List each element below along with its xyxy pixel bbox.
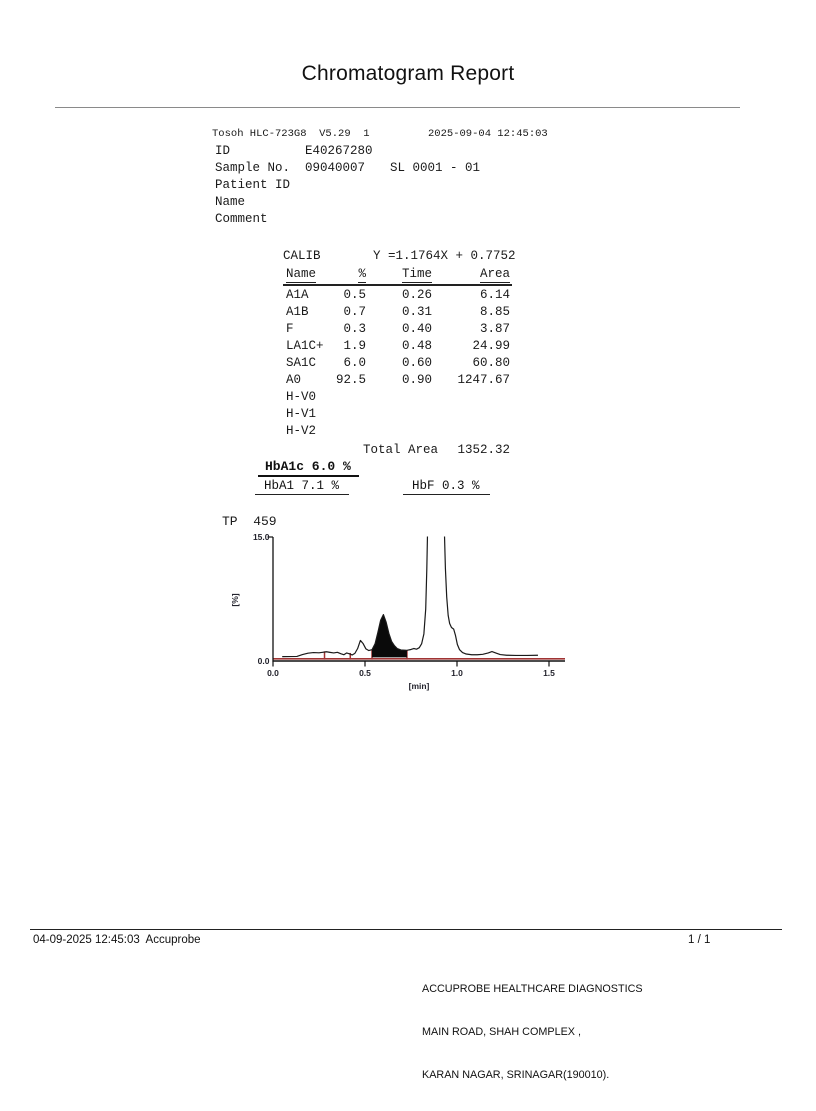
x-tick-label-1: 0.5 [359, 668, 371, 678]
cell-name: H-V0 [286, 390, 317, 404]
cell-time: 0.90 [401, 373, 432, 387]
field-label: ID [215, 144, 231, 158]
cell-pct: 0.7 [343, 305, 366, 319]
cell-name: SA1C [286, 356, 317, 370]
footer-datetime-source: 04-09-2025 12:45:03 Accuprobe [33, 934, 201, 946]
cell-time: 0.60 [401, 356, 432, 370]
total-area-value: 1352.32 [457, 443, 510, 457]
col-header-name: Name [286, 267, 317, 281]
field-label: Patient ID [215, 178, 291, 192]
chromatogram-tp-label: TP 459 [222, 514, 277, 529]
footer-address-line-2: MAIN ROAD, SHAH COMPLEX , [422, 1026, 581, 1039]
cell-time: 0.48 [401, 339, 432, 353]
footer-address-line-3: KARAN NAGAR, SRINAGAR(190010). [422, 1069, 610, 1082]
cell-name: H-V2 [286, 424, 317, 438]
result-hbf: HbF 0.3 % [403, 479, 490, 495]
cell-pct: 0.5 [343, 288, 366, 302]
chromatogram-plot [222, 528, 574, 696]
y-axis-max-label: 15.0 [252, 532, 270, 542]
total-area-label: Total Area [363, 443, 439, 457]
title-divider [55, 107, 740, 108]
calib-equation: Y =1.1764X + 0.7752 [373, 249, 516, 263]
footer-address-line-1: ACCUPROBE HEALTHCARE DIAGNOSTICS [422, 982, 643, 995]
cell-name: A0 [286, 373, 302, 387]
cell-name: A1A [286, 288, 309, 302]
cell-area: 60.80 [472, 356, 510, 370]
y-axis-min-label: 0.0 [257, 655, 270, 666]
table-header-rule [283, 284, 512, 286]
calib-label: CALIB [283, 249, 321, 263]
cell-time: 0.40 [401, 322, 432, 336]
cell-name: H-V1 [286, 407, 317, 421]
field-label: Sample No. [215, 161, 291, 175]
x-axis-unit-label: [min] [408, 681, 430, 691]
cell-name: LA1C+ [286, 339, 324, 353]
cell-pct: 92.5 [335, 373, 366, 387]
cell-area: 6.14 [479, 288, 510, 302]
x-tick-label-2: 1.0 [451, 668, 463, 678]
result-hba1c: HbA1c 6.0 % [258, 459, 359, 477]
cell-area: 24.99 [472, 339, 510, 353]
cell-area: 1247.67 [457, 373, 510, 387]
cell-pct: 6.0 [343, 356, 366, 370]
device-model: Tosoh HLC-723G8 V5.29 1 [212, 128, 370, 140]
field-value: E40267280 [305, 144, 373, 158]
cell-pct: 1.9 [343, 339, 366, 353]
col-header-pct: % [358, 267, 366, 281]
page-title: Chromatogram Report [301, 62, 515, 85]
report-datetime: 2025-09-04 12:45:03 [428, 128, 548, 140]
field-value: 09040007 [305, 161, 366, 175]
cell-name: F [286, 322, 294, 336]
cell-name: A1B [286, 305, 309, 319]
trace-layer [282, 522, 538, 658]
field-extra: SL 0001 - 01 [390, 161, 481, 175]
cell-area: 3.87 [479, 322, 510, 336]
x-tick-label-3: 1.5 [543, 668, 555, 678]
x-tick-label-0: 0.0 [267, 668, 279, 678]
footer-divider [30, 929, 782, 930]
y-axis-unit-label: [%] [230, 593, 240, 607]
cell-area: 8.85 [479, 305, 510, 319]
baseline-layer [273, 650, 565, 660]
field-label: Name [215, 195, 246, 209]
col-header-time: Time [401, 267, 432, 281]
field-label: Comment [215, 212, 268, 226]
cell-time: 0.31 [401, 305, 432, 319]
footer-address [422, 953, 643, 1111]
col-header-area: Area [479, 267, 510, 281]
result-hba1: HbA1 7.1 % [255, 479, 349, 495]
cell-pct: 0.3 [343, 322, 366, 336]
footer-page-number: 1 / 1 [688, 934, 711, 946]
cell-time: 0.26 [401, 288, 432, 302]
